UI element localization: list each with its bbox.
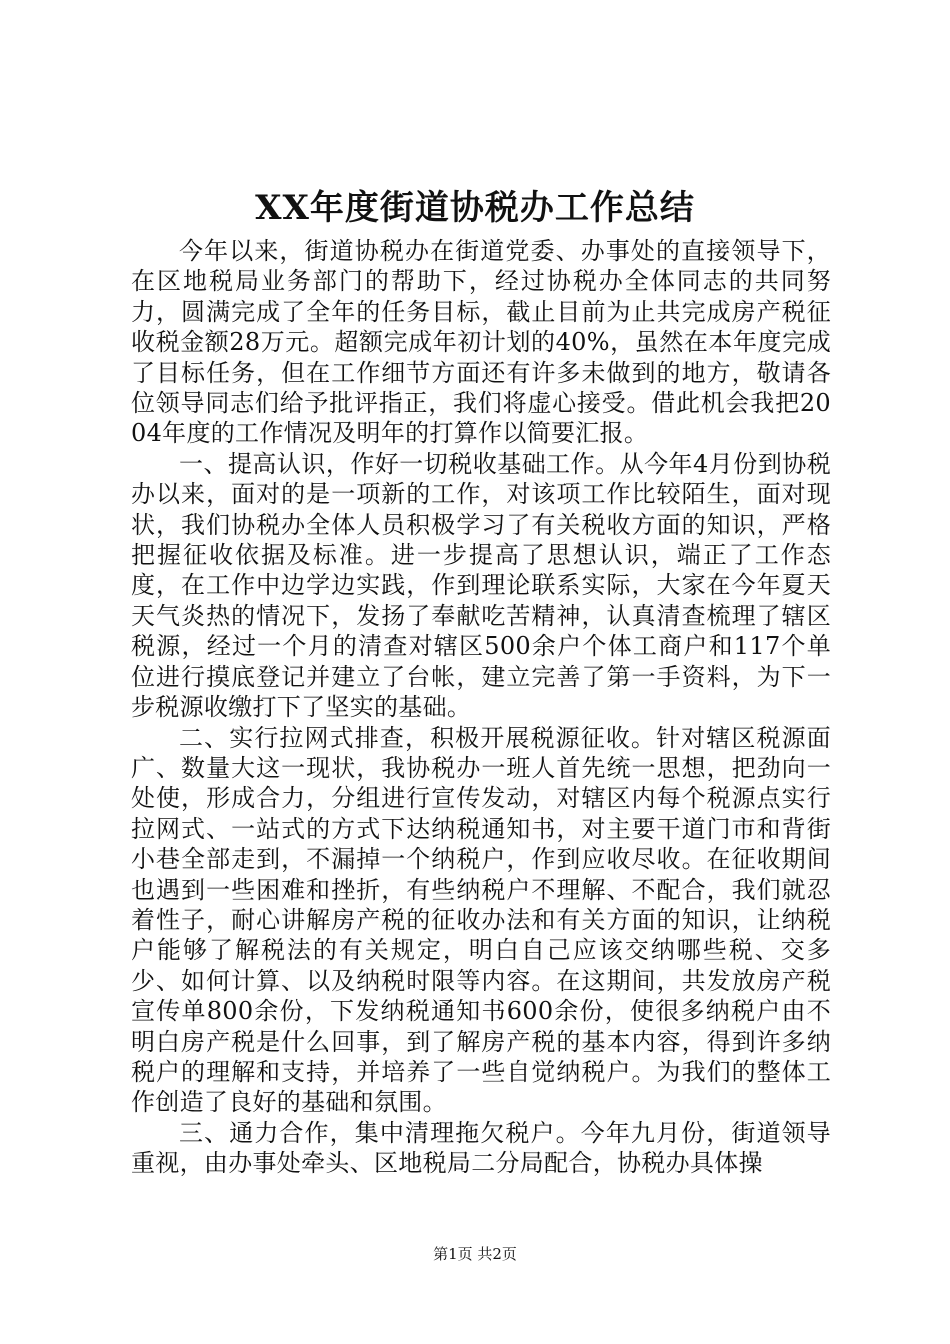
document-body: [131, 236, 831, 1179]
document-title: XX年度街道协税办工作总结: [255, 188, 695, 228]
paragraph-section-2: 二、实行拉网式排查，积极开展税源征收。针对辖区税源面广、数量大这一现状，我协税办一班人首先统一思想，把劲向一处使，形成合力，分组进行宣传发动，对辖区内每个税源点实行拉网式、一站式的方式下达纳税通知书，对主要干道门市和背街小巷全部走到，不漏掉一个纳税户，作到应收尽收。在征收期间也遇到一些困难和挫折，有些纳税户不理解、不配合，我们就忍着性子，耐心讲解房产税的征收办法和有关方面的知识，让纳税户能够了解税法的有关规定，明白自己应该交纳哪些税、交多少、如何计算、以及纳税时限等内容。在这期间，共发放房产税宣传单800余份，下发纳税通知书600余份，使很多纳税户由不明白房产税是什么回事，到了解房产税的基本内容，得到许多纳税户的理解和支持，并培养了一些自觉纳税户。为我们的整体工作创造了良好的基础和氛围。: [131, 723, 831, 1117]
paragraph-section-3: 三、通力合作，集中清理拖欠税户。今年九月份，街道领导重视，由办事处牵头、区地税局二分局配合，协税办具体操: [131, 1118, 831, 1178]
paragraph-intro: 今年以来，街道协税办在街道党委、办事处的直接领导下，在区地税局业务部门的帮助下，经过协税办全体同志的共同努力，圆满完成了全年的任务目标，截止目前为止共完成房产税征收税金额28万元。超额完成年初计划的40%，虽然在本年度完成了目标任务，但在工作细节方面还有许多未做到的地方，敬请各位领导同志们给予批评指正，我们将虚心接受。借此机会我把2004年度的工作情况及明年的打算作以简要汇报。: [131, 237, 831, 448]
paragraph-section-1: 一、提高认识，作好一切税收基础工作。从今年4月份到协税办以来，面对的是一项新的工作，对该项工作比较陌生，面对现状，我们协税办全体人员积极学习了有关税收方面的知识，严格把握征收依据及标准。进一步提高了思想认识，端正了工作态度，在工作中边学边实践，作到理论联系实际，大家在今年夏天天气炎热的情况下，发扬了奉献吃苦精神，认真清查梳理了辖区税源，经过一个月的清查对辖区500余户个体工商户和117个单位进行摸底登记并建立了台帐，建立完善了第一手资料，为下一步税源收缴打下了坚实的基础。: [131, 449, 831, 722]
page-number-footer: 第1页 共2页: [433, 1245, 517, 1263]
